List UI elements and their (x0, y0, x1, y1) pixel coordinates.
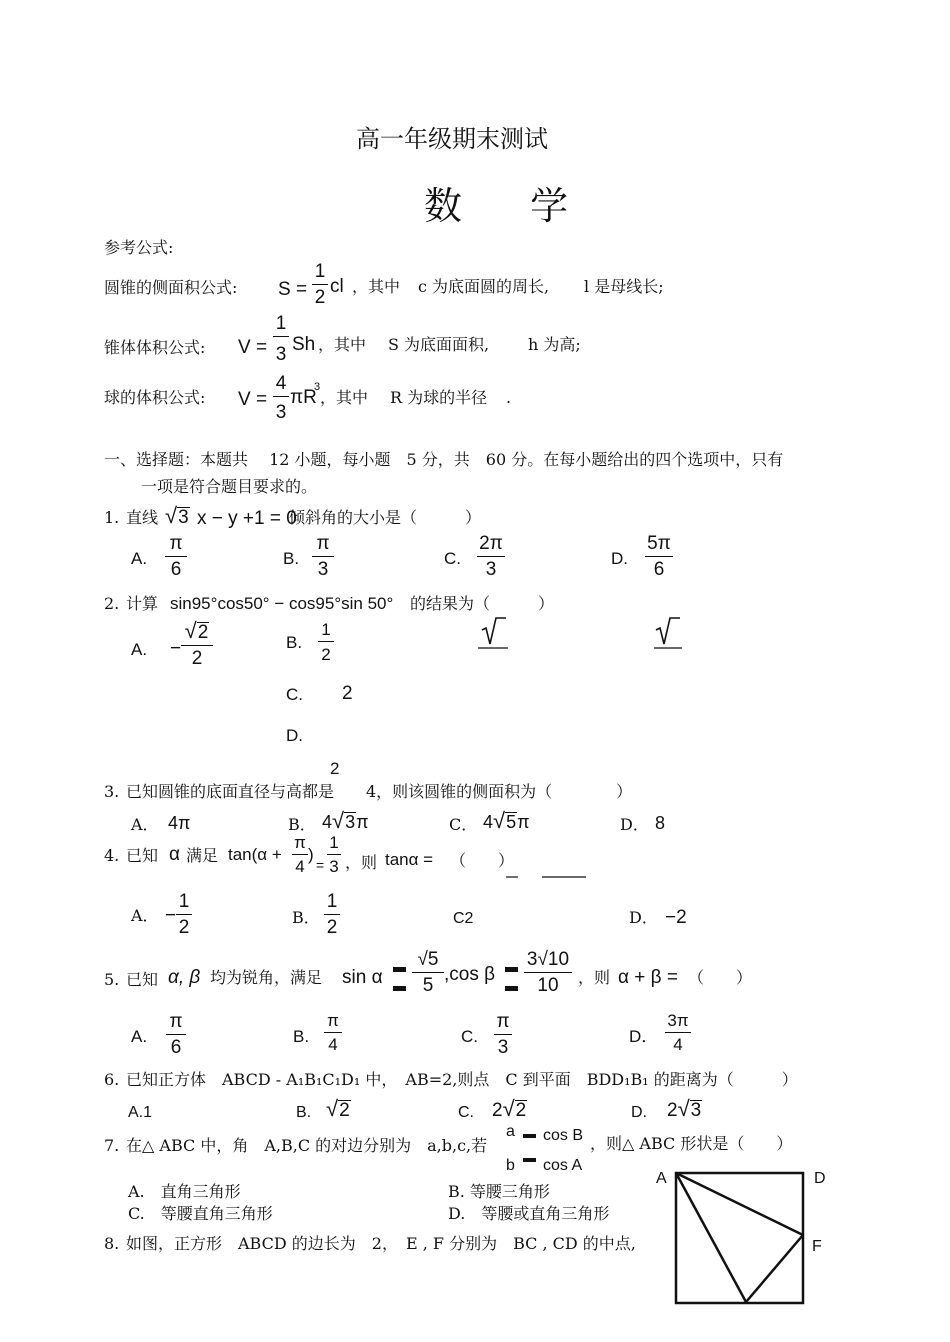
q4-prefix: 已知 (126, 846, 159, 865)
coef: 2 (667, 1100, 678, 1121)
cone-frac-den: 2 (314, 287, 326, 308)
radical-sign: √ (326, 1096, 339, 1121)
exam-title: 高一年级期末测试 (356, 125, 548, 153)
q6-option-d-label: D. (631, 1104, 647, 1121)
pyramid-note-b: S 为底面面积, (388, 335, 490, 354)
radicand: 2 (197, 622, 209, 643)
q3-option-a-label: A． (131, 815, 159, 834)
q4-option-a-label: A． (131, 906, 159, 925)
q6-number: 6. (104, 1070, 120, 1089)
q5-sin-fraction (412, 950, 444, 995)
q2-option-b (318, 621, 334, 663)
frac-den: 3 (497, 1037, 509, 1058)
figure-label-d: D (814, 1170, 826, 1187)
q5-mid: 均为锐角，满足 (210, 968, 323, 987)
cone-formula-label: 圆锥的侧面积公式: (104, 278, 238, 297)
q6-option-c-value (492, 1098, 527, 1120)
q4-option-b (324, 892, 340, 937)
radical-sign: √ (165, 503, 178, 528)
frac-den: 5 (422, 975, 434, 996)
frac-num: 3π (667, 1011, 689, 1030)
radicand: 2 (515, 1100, 527, 1121)
fraction-bar (312, 284, 328, 285)
q4-answer-paren: （ ） (450, 851, 515, 870)
pi: π (517, 812, 530, 832)
q4-mid: 满足 (186, 846, 219, 865)
q2-option-a-sign: − (170, 638, 182, 659)
q1-option-c-label: C. (444, 549, 461, 568)
frac-num: 1 (321, 620, 331, 639)
frac-num: 5π (647, 533, 671, 554)
q1-option-c (477, 534, 505, 579)
frac-num: π (169, 1011, 183, 1032)
fraction-bar (524, 972, 572, 973)
q5-answer-paren: （ ） (688, 968, 753, 987)
q7-option-b: B. 等腰三角形 (448, 1182, 550, 1201)
radical-sign: √ (493, 808, 506, 833)
radicand: 5 (506, 812, 517, 832)
subject-title: 数 学 (424, 184, 597, 228)
q4-rhs-fraction (327, 834, 341, 875)
fraction-bar (324, 1032, 342, 1033)
q4-option-b-label: B． (292, 908, 320, 927)
q2-option-a (181, 620, 213, 668)
frac-num: 1 (326, 891, 338, 912)
q3-option-b-label: B． (288, 815, 316, 834)
pyramid-note-a: ，其中 (318, 335, 367, 354)
q4-option-d-value: −2 (665, 907, 687, 928)
fraction-bar (477, 556, 505, 557)
q5-prefix: 已知 (126, 970, 159, 989)
frac-den: 10 (537, 975, 559, 996)
q4-tan-suffix: ) (308, 845, 314, 864)
fraction-bar (412, 972, 444, 973)
frac-den: 4 (295, 857, 305, 876)
q2-stray-digit: 2 (330, 759, 340, 778)
fraction-bar (494, 1034, 512, 1035)
q5-ask: α + β = (618, 967, 678, 988)
sphere-frac-num: 4 (275, 373, 287, 394)
q1-expression: x − y +1 = 0 (197, 508, 297, 529)
q5-sin: sin α (342, 967, 383, 988)
q5-option-a (166, 1012, 186, 1057)
q7-frac-a-den: b (506, 1157, 515, 1174)
frac-den: 6 (170, 559, 182, 580)
q1-option-a (165, 534, 187, 579)
frac-num: 1 (329, 833, 339, 852)
frac-num: π (327, 1011, 339, 1030)
q3-option-a-value: 4π (168, 813, 191, 833)
q5-option-c (494, 1012, 512, 1057)
q2-suffix: 的结果为（ ） (410, 594, 555, 613)
cone-note-b: c 为底面圆的周长, (418, 277, 550, 296)
frac-den: 2 (326, 917, 338, 938)
q2-expression: sin95°cos50° − cos95°sin 50° (170, 594, 394, 613)
q2-option-b-label: B. (286, 633, 303, 652)
q5-equals-cos (504, 964, 520, 994)
pyramid-formula-label: 锥体体积公式: (104, 338, 206, 357)
q4-pi-fraction (292, 834, 308, 875)
q4-number: 4. (104, 846, 120, 865)
q6-option-b-label: B. (296, 1104, 312, 1121)
pi: π (356, 812, 369, 832)
section-heading-line2: 一项是符合题目要求的。 (141, 477, 318, 496)
q7-text: 在△ ABC 中，角 A,B,C 的对边分别为 a,b,c,若 (126, 1136, 488, 1155)
fraction-bar (324, 914, 340, 915)
fraction-bar (665, 1032, 691, 1033)
q1-sqrt (165, 505, 190, 527)
fraction-bar (292, 854, 308, 855)
sphere-note-c: . (506, 388, 512, 407)
q7-option-a: A. 直角三角形 (128, 1182, 241, 1201)
frac-den: 2 (178, 917, 190, 938)
q5-option-b (324, 1012, 342, 1053)
q2-option-c-value: 2 (342, 683, 353, 704)
q7-frac-b-num: cos B (543, 1127, 584, 1144)
q7-frac-b-den: cos A (543, 1157, 583, 1174)
q1-option-d-label: D. (611, 549, 628, 568)
cone-frac-num: 1 (314, 261, 326, 282)
q3-option-c-label: C． (449, 815, 478, 834)
q5-cos-fraction (524, 950, 572, 995)
q5-option-d-label: D． (629, 1027, 659, 1046)
q7-suffix: ，则△ ABC 形状是（ ） (590, 1134, 793, 1153)
frac-num: π (294, 833, 306, 852)
q7-number: 7. (104, 1136, 120, 1155)
frac-den: 6 (170, 1037, 182, 1058)
q4-option-d-label: D． (629, 908, 658, 927)
frac-num: π (316, 533, 330, 554)
figure-label-a: A (656, 1170, 667, 1187)
fraction-bar (165, 556, 187, 557)
segment-af (676, 1173, 803, 1235)
sphere-lhs: V = (238, 389, 268, 410)
coef: 4 (322, 812, 333, 832)
q1-option-b-label: B. (283, 549, 300, 568)
radical-sign: √ (502, 1096, 515, 1121)
q3-option-b-value (322, 810, 369, 832)
q5-vars: α, β (168, 967, 201, 988)
cone-note-a: ，其中 (352, 277, 401, 296)
frac-num: 3√10 (526, 949, 570, 970)
q1-suffix: 倾斜角的大小是（ ） (289, 508, 482, 527)
frac-den: 6 (653, 559, 665, 580)
q5-number: 5. (104, 970, 120, 989)
q5-option-c-label: C. (461, 1027, 478, 1046)
coef: 2 (492, 1100, 503, 1121)
q2-option-a-label: A. (131, 640, 148, 659)
fraction-bar (273, 396, 289, 397)
fraction-bar (318, 641, 334, 642)
sphere-note-b: R 为球的半径 (390, 388, 488, 407)
fraction-bar (327, 854, 341, 855)
frac-den: 4 (328, 1035, 338, 1054)
coef: 4 (483, 812, 494, 832)
q3-text: 已知圆锥的底面直径与高都是 4，则该圆锥的侧面积为（ ） (126, 782, 633, 801)
q4-then: ，则 (345, 853, 378, 872)
q5-equals-sin (392, 964, 408, 994)
sphere-frac-den: 3 (275, 402, 287, 423)
figure-label-f: F (812, 1238, 822, 1255)
q1-prefix: 直线 (126, 508, 159, 527)
frac-den: 3 (317, 559, 329, 580)
frac-den: 3 (329, 857, 339, 876)
frac-den: 4 (673, 1035, 683, 1054)
cone-rhs: cl (330, 276, 344, 297)
frac-num: 2π (479, 533, 503, 554)
q4-stray-lines (500, 872, 590, 882)
pyramid-rhs: Sh (292, 334, 316, 355)
sphere-formula-label: 球的体积公式: (104, 388, 206, 407)
radicand: 3 (690, 1100, 702, 1121)
formulas-heading: 参考公式: (104, 238, 174, 257)
q5-option-a-label: A. (131, 1027, 148, 1046)
radical-sign: √ (332, 808, 345, 833)
q5-then: ，则 (578, 968, 611, 987)
pyramid-note-c: h 为高; (528, 335, 581, 354)
q1-radicand: 3 (178, 507, 189, 528)
frac-num: π (169, 533, 183, 554)
q1-option-b (312, 534, 334, 579)
pyramid-frac-den: 3 (275, 344, 287, 365)
q7-equals-marks (522, 1130, 538, 1170)
q7-option-d: D. 等腰或直角三角形 (448, 1204, 610, 1223)
frac-num: √5 (417, 949, 439, 970)
frac-den: 3 (485, 559, 497, 580)
cone-note-c: l 是母线长; (584, 277, 664, 296)
q2-option-d-label: D. (286, 726, 303, 745)
q8-number: 8. (104, 1234, 120, 1253)
radical-sign: √ (184, 618, 197, 643)
segment-ef (746, 1235, 803, 1302)
fraction-bar (645, 556, 673, 557)
q3-number: 3. (104, 782, 120, 801)
q1-number: 1. (104, 508, 120, 527)
sphere-fraction (273, 374, 289, 422)
frac-den: 2 (191, 648, 203, 669)
q2-prefix: 计算 (126, 594, 159, 613)
q6-option-a: A.1 (128, 1104, 153, 1121)
frac-num: 1 (178, 891, 190, 912)
square-figure (670, 1165, 810, 1305)
cone-fraction (312, 262, 328, 307)
q3-option-d-label: D． (620, 815, 649, 834)
q4-equals: = (316, 857, 325, 873)
pyramid-frac-num: 1 (275, 313, 287, 334)
q3-option-d-value: 8 (655, 813, 666, 833)
square-abcd (676, 1173, 803, 1303)
q4-option-c: C2 (453, 910, 474, 927)
q6-option-d-value (667, 1098, 702, 1120)
frac-num (181, 620, 213, 642)
q1-option-a-label: A. (131, 549, 148, 568)
q2-broken-radicals (470, 614, 690, 654)
q2-number: 2. (104, 594, 120, 613)
q1-option-d (645, 534, 673, 579)
q7-option-c: C. 等腰直角三角形 (128, 1204, 273, 1223)
q6-text: 已知正方体 ABCD - A₁B₁C₁D₁ 中， AB=2,则点 C 到平面 BDD₁B₁ 的距离为（ ） (126, 1070, 798, 1089)
sphere-rhs: πR (290, 387, 317, 408)
q4-option-a-sign: − (165, 905, 177, 926)
fraction-bar (181, 645, 213, 646)
q3-option-c-value (483, 810, 530, 832)
fraction-bar (273, 336, 289, 337)
frac-num: π (496, 1011, 510, 1032)
pyramid-fraction (273, 314, 289, 364)
sphere-sup: 3 (314, 381, 321, 393)
fraction-bar (166, 1034, 186, 1035)
q7-frac-a-num: a (506, 1123, 515, 1140)
sphere-note-a: ，其中 (320, 388, 369, 407)
q8-text: 如图，正方形 ABCD 的边长为 2， E , F 分别为 BC , CD 的中点, (126, 1234, 636, 1253)
q5-cos: ,cos β (444, 964, 496, 985)
q4-alpha: α (169, 844, 180, 865)
radical-sign: √ (677, 1096, 690, 1121)
q2-option-c-label: C. (286, 685, 303, 704)
q4-ask: tanα = (385, 850, 434, 869)
q4-tan-prefix: tan(α + (228, 845, 282, 864)
section-heading-line1: 一、选择题：本题共 12 小题，每小题 5 分，共 60 分。在每小题给出的四个选项中，只有 (104, 450, 784, 469)
frac-den: 2 (321, 645, 331, 664)
fraction-bar (176, 914, 192, 915)
radicand: 2 (339, 1100, 350, 1121)
segment-ae (676, 1173, 746, 1302)
q5-option-d (665, 1012, 691, 1053)
q6-option-c-label: C. (458, 1104, 474, 1121)
cone-lhs: S = (278, 279, 308, 300)
pyramid-lhs: V = (238, 337, 268, 358)
radicand: 3 (345, 812, 356, 832)
q6-option-b-value (326, 1098, 351, 1120)
fraction-bar (312, 556, 334, 557)
q5-option-b-label: B. (293, 1027, 310, 1046)
q4-option-a (176, 892, 192, 937)
